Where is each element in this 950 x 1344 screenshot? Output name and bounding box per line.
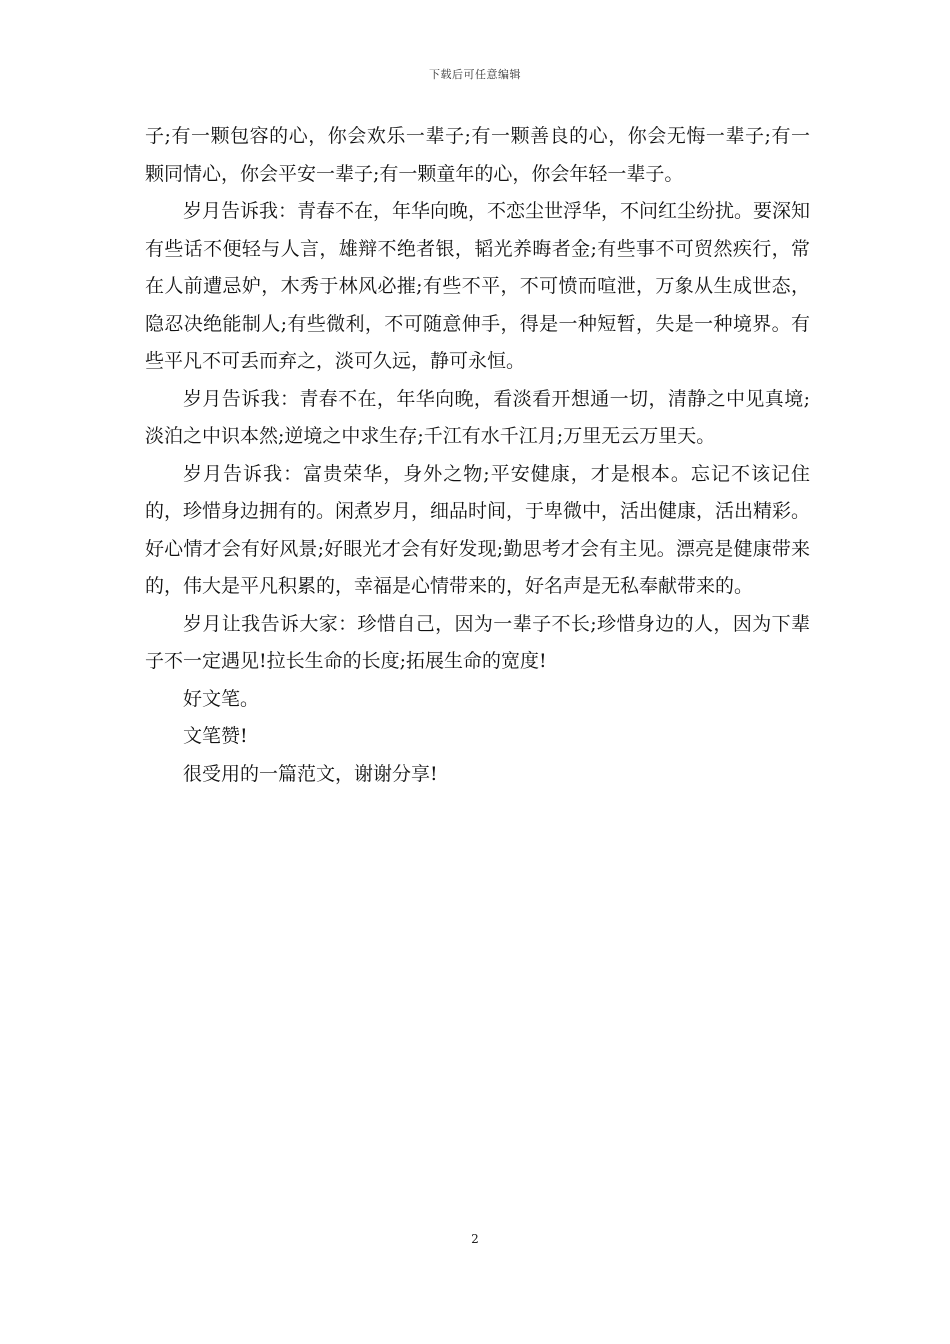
- document-body: [145, 118, 810, 793]
- page-header: 下载后可任意编辑: [429, 68, 521, 81]
- paragraph-5: 岁月让我告诉大家：珍惜自己，因为一辈子不长;珍惜身边的人，因为下辈子不一定遇见!拉长生命的长度;拓展生命的宽度!: [145, 612, 810, 672]
- paragraph-4: 岁月告诉我：富贵荣华，身外之物;平安健康，才是根本。忘记不该记住的，珍惜身边拥有的。闲煮岁月，细品时间，于卑微中，活出健康，活出精彩。好心情才会有好风景;好眼光才会有好发现;勤思考才会有主见。漂亮是健康带来的，伟大是平凡积累的，幸福是心情带来的，好名声是无私奉献带来的。: [145, 462, 811, 597]
- comment-2: 文笔赞!: [183, 725, 248, 747]
- paragraph-3: 岁月告诉我：青春不在，年华向晚，看淡看开想通一切，清静之中见真境;淡泊之中识本然;逆境之中求生存;千江有水千江月;万里无云万里天。: [145, 387, 810, 447]
- comment-1: 好文笔。: [183, 687, 260, 710]
- comment-3: 很受用的一篇范文，谢谢分享!: [183, 762, 438, 785]
- paragraph-1: 子;有一颗包容的心，你会欢乐一辈子;有一颗善良的心，你会无悔一辈子;有一颗同情心，你会平安一辈子;有一颗童年的心，你会年轻一辈子。: [145, 125, 810, 185]
- page-number: 2: [471, 1232, 479, 1246]
- paragraph-2: 岁月告诉我：青春不在，年华向晚，不恋尘世浮华，不问红尘纷扰。要深知有些话不便轻与人言，雄辩不绝者银，韬光养晦者金;有些事不可贸然疾行，常在人前遭忌妒，木秀于林风必摧;有些不平，不可愤而喧泄，万象从生成世态，隐忍决绝能制人;有些微利，不可随意伸手，得是一种短暂，失是一种境界。有些平凡不可丢而弃之，淡可久远，静可永恒。: [145, 200, 811, 372]
